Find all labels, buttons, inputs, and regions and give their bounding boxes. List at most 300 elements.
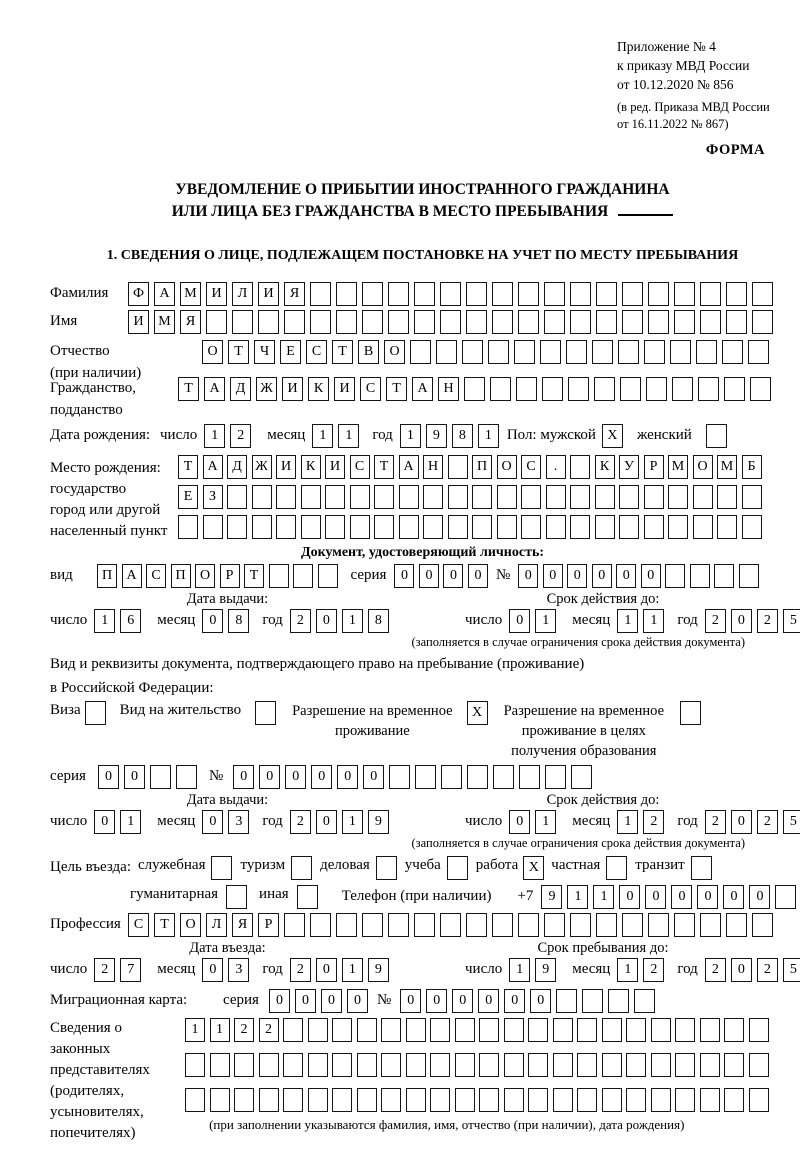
char-cell[interactable] bbox=[414, 913, 435, 937]
char-cell[interactable] bbox=[362, 310, 383, 334]
char-cell[interactable] bbox=[724, 1088, 744, 1112]
char-cell[interactable]: О bbox=[180, 913, 201, 937]
char-cell[interactable]: 8 bbox=[368, 609, 389, 633]
char-cell[interactable]: 0 bbox=[124, 765, 145, 789]
char-cell[interactable] bbox=[674, 913, 695, 937]
char-cell[interactable] bbox=[540, 340, 561, 364]
char-cell[interactable] bbox=[602, 1053, 622, 1077]
char-cell[interactable]: 1 bbox=[120, 810, 141, 834]
char-cell[interactable] bbox=[724, 1018, 744, 1042]
char-cell[interactable]: И bbox=[128, 310, 149, 334]
char-cell[interactable]: 0 bbox=[543, 564, 563, 588]
char-cell[interactable] bbox=[577, 1018, 597, 1042]
char-cell[interactable]: С bbox=[146, 564, 166, 588]
char-cell[interactable]: 0 bbox=[321, 989, 342, 1013]
char-cell[interactable]: Н bbox=[438, 377, 459, 401]
char-cell[interactable]: М bbox=[154, 310, 175, 334]
char-cell[interactable] bbox=[722, 340, 743, 364]
char-cell[interactable] bbox=[626, 1053, 646, 1077]
char-cell[interactable] bbox=[466, 913, 487, 937]
char-cell[interactable]: 0 bbox=[619, 885, 640, 909]
char-cell[interactable]: 0 bbox=[347, 989, 368, 1013]
char-cell[interactable] bbox=[415, 765, 436, 789]
char-cell[interactable] bbox=[464, 377, 485, 401]
char-cell[interactable] bbox=[521, 485, 541, 509]
char-cell[interactable]: 1 bbox=[94, 609, 115, 633]
char-cell[interactable] bbox=[570, 455, 590, 479]
char-cell[interactable] bbox=[492, 282, 513, 306]
char-cell[interactable] bbox=[542, 377, 563, 401]
char-cell[interactable]: 9 bbox=[368, 810, 389, 834]
char-cell[interactable]: 5 bbox=[783, 609, 800, 633]
char-cell[interactable] bbox=[492, 310, 513, 334]
char-cell[interactable]: С bbox=[128, 913, 149, 937]
char-cell[interactable]: 1 bbox=[509, 958, 530, 982]
char-cell[interactable]: 0 bbox=[731, 609, 752, 633]
char-cell[interactable]: П bbox=[472, 455, 492, 479]
char-cell[interactable]: 1 bbox=[478, 424, 499, 448]
char-cell[interactable]: 0 bbox=[468, 564, 488, 588]
char-cell[interactable] bbox=[570, 310, 591, 334]
char-cell[interactable] bbox=[350, 485, 370, 509]
char-cell[interactable] bbox=[726, 310, 747, 334]
char-cell[interactable] bbox=[582, 989, 603, 1013]
char-cell[interactable] bbox=[602, 1018, 622, 1042]
char-cell[interactable] bbox=[332, 1053, 352, 1077]
char-cell[interactable] bbox=[596, 913, 617, 937]
char-cell[interactable]: X bbox=[467, 701, 488, 725]
char-cell[interactable] bbox=[488, 340, 509, 364]
char-cell[interactable] bbox=[440, 282, 461, 306]
char-cell[interactable] bbox=[283, 1053, 303, 1077]
char-cell[interactable] bbox=[276, 515, 296, 539]
char-cell[interactable] bbox=[577, 1088, 597, 1112]
char-cell[interactable] bbox=[674, 282, 695, 306]
char-cell[interactable] bbox=[675, 1018, 695, 1042]
char-cell[interactable]: Р bbox=[258, 913, 279, 937]
char-cell[interactable]: 9 bbox=[535, 958, 556, 982]
char-cell[interactable]: А bbox=[154, 282, 175, 306]
char-cell[interactable] bbox=[362, 913, 383, 937]
char-cell[interactable] bbox=[493, 765, 514, 789]
char-cell[interactable] bbox=[504, 1088, 524, 1112]
char-cell[interactable] bbox=[185, 1053, 205, 1077]
char-cell[interactable]: И bbox=[282, 377, 303, 401]
char-cell[interactable]: Я bbox=[180, 310, 201, 334]
char-cell[interactable]: 0 bbox=[749, 885, 770, 909]
char-cell[interactable] bbox=[742, 515, 762, 539]
char-cell[interactable] bbox=[381, 1088, 401, 1112]
char-cell[interactable] bbox=[276, 485, 296, 509]
char-cell[interactable]: 1 bbox=[342, 609, 363, 633]
char-cell[interactable]: 0 bbox=[697, 885, 718, 909]
char-cell[interactable] bbox=[592, 340, 613, 364]
char-cell[interactable]: 0 bbox=[478, 989, 499, 1013]
char-cell[interactable] bbox=[742, 485, 762, 509]
char-cell[interactable]: Я bbox=[232, 913, 253, 937]
char-cell[interactable] bbox=[497, 515, 517, 539]
char-cell[interactable] bbox=[596, 310, 617, 334]
char-cell[interactable] bbox=[472, 515, 492, 539]
char-cell[interactable] bbox=[283, 1018, 303, 1042]
char-cell[interactable]: 0 bbox=[645, 885, 666, 909]
char-cell[interactable] bbox=[291, 856, 312, 880]
char-cell[interactable] bbox=[680, 701, 701, 725]
char-cell[interactable] bbox=[284, 913, 305, 937]
char-cell[interactable] bbox=[568, 377, 589, 401]
char-cell[interactable]: 0 bbox=[337, 765, 358, 789]
char-cell[interactable] bbox=[362, 282, 383, 306]
char-cell[interactable] bbox=[544, 282, 565, 306]
char-cell[interactable] bbox=[739, 564, 759, 588]
char-cell[interactable]: Р bbox=[220, 564, 240, 588]
char-cell[interactable]: 7 bbox=[120, 958, 141, 982]
char-cell[interactable] bbox=[259, 1053, 279, 1077]
char-cell[interactable]: 0 bbox=[443, 564, 463, 588]
char-cell[interactable]: В bbox=[358, 340, 379, 364]
char-cell[interactable] bbox=[479, 1018, 499, 1042]
char-cell[interactable]: . bbox=[546, 455, 566, 479]
char-cell[interactable]: 1 bbox=[204, 424, 225, 448]
char-cell[interactable] bbox=[724, 1053, 744, 1077]
char-cell[interactable]: 6 bbox=[120, 609, 141, 633]
char-cell[interactable]: 1 bbox=[400, 424, 421, 448]
char-cell[interactable] bbox=[479, 1088, 499, 1112]
char-cell[interactable] bbox=[749, 1088, 769, 1112]
char-cell[interactable] bbox=[258, 310, 279, 334]
char-cell[interactable] bbox=[700, 310, 721, 334]
char-cell[interactable]: 2 bbox=[643, 810, 664, 834]
char-cell[interactable]: 0 bbox=[530, 989, 551, 1013]
char-cell[interactable] bbox=[310, 282, 331, 306]
char-cell[interactable]: 2 bbox=[290, 810, 311, 834]
char-cell[interactable]: К bbox=[595, 455, 615, 479]
char-cell[interactable]: 0 bbox=[311, 765, 332, 789]
char-cell[interactable] bbox=[748, 340, 769, 364]
char-cell[interactable] bbox=[234, 1088, 254, 1112]
char-cell[interactable] bbox=[726, 913, 747, 937]
char-cell[interactable]: У bbox=[619, 455, 639, 479]
char-cell[interactable]: И bbox=[334, 377, 355, 401]
char-cell[interactable] bbox=[381, 1053, 401, 1077]
char-cell[interactable] bbox=[726, 282, 747, 306]
char-cell[interactable]: К bbox=[308, 377, 329, 401]
char-cell[interactable] bbox=[466, 310, 487, 334]
char-cell[interactable] bbox=[700, 1088, 720, 1112]
char-cell[interactable]: 0 bbox=[731, 810, 752, 834]
char-cell[interactable] bbox=[570, 913, 591, 937]
char-cell[interactable]: 0 bbox=[641, 564, 661, 588]
char-cell[interactable]: 0 bbox=[316, 810, 337, 834]
char-cell[interactable]: 2 bbox=[705, 958, 726, 982]
char-cell[interactable] bbox=[672, 377, 693, 401]
char-cell[interactable] bbox=[410, 340, 431, 364]
char-cell[interactable] bbox=[336, 310, 357, 334]
char-cell[interactable] bbox=[724, 377, 745, 401]
char-cell[interactable] bbox=[665, 564, 685, 588]
char-cell[interactable] bbox=[210, 1053, 230, 1077]
char-cell[interactable] bbox=[310, 913, 331, 937]
char-cell[interactable] bbox=[717, 515, 737, 539]
char-cell[interactable] bbox=[566, 340, 587, 364]
char-cell[interactable] bbox=[436, 340, 457, 364]
char-cell[interactable]: 0 bbox=[400, 989, 421, 1013]
char-cell[interactable] bbox=[626, 1018, 646, 1042]
char-cell[interactable] bbox=[608, 989, 629, 1013]
char-cell[interactable] bbox=[651, 1088, 671, 1112]
char-cell[interactable] bbox=[376, 856, 397, 880]
char-cell[interactable]: Т bbox=[332, 340, 353, 364]
char-cell[interactable]: 0 bbox=[567, 564, 587, 588]
char-cell[interactable]: Т bbox=[154, 913, 175, 937]
char-cell[interactable]: 2 bbox=[705, 609, 726, 633]
char-cell[interactable] bbox=[553, 1053, 573, 1077]
char-cell[interactable] bbox=[350, 515, 370, 539]
char-cell[interactable] bbox=[406, 1053, 426, 1077]
char-cell[interactable] bbox=[430, 1088, 450, 1112]
char-cell[interactable]: Я bbox=[284, 282, 305, 306]
char-cell[interactable]: 2 bbox=[230, 424, 251, 448]
char-cell[interactable]: 1 bbox=[312, 424, 333, 448]
char-cell[interactable] bbox=[700, 1018, 720, 1042]
char-cell[interactable] bbox=[297, 885, 318, 909]
char-cell[interactable]: 3 bbox=[228, 958, 249, 982]
char-cell[interactable] bbox=[440, 913, 461, 937]
char-cell[interactable] bbox=[318, 564, 338, 588]
char-cell[interactable] bbox=[388, 282, 409, 306]
char-cell[interactable] bbox=[528, 1053, 548, 1077]
char-cell[interactable]: 2 bbox=[757, 609, 778, 633]
char-cell[interactable] bbox=[399, 515, 419, 539]
char-cell[interactable] bbox=[670, 340, 691, 364]
char-cell[interactable] bbox=[203, 515, 223, 539]
char-cell[interactable] bbox=[472, 485, 492, 509]
char-cell[interactable] bbox=[206, 310, 227, 334]
char-cell[interactable]: X bbox=[523, 856, 544, 880]
char-cell[interactable]: 0 bbox=[731, 958, 752, 982]
char-cell[interactable] bbox=[622, 913, 643, 937]
char-cell[interactable] bbox=[528, 1088, 548, 1112]
char-cell[interactable] bbox=[284, 310, 305, 334]
char-cell[interactable] bbox=[301, 485, 321, 509]
char-cell[interactable] bbox=[269, 564, 289, 588]
char-cell[interactable]: С bbox=[360, 377, 381, 401]
char-cell[interactable]: 9 bbox=[426, 424, 447, 448]
char-cell[interactable] bbox=[752, 282, 773, 306]
char-cell[interactable] bbox=[750, 377, 771, 401]
char-cell[interactable] bbox=[570, 515, 590, 539]
char-cell[interactable] bbox=[176, 765, 197, 789]
char-cell[interactable]: О bbox=[195, 564, 215, 588]
char-cell[interactable] bbox=[693, 485, 713, 509]
char-cell[interactable]: 0 bbox=[723, 885, 744, 909]
char-cell[interactable] bbox=[497, 485, 517, 509]
char-cell[interactable] bbox=[546, 515, 566, 539]
char-cell[interactable]: 1 bbox=[643, 609, 664, 633]
char-cell[interactable]: Ж bbox=[252, 455, 272, 479]
char-cell[interactable] bbox=[255, 701, 276, 725]
char-cell[interactable]: 1 bbox=[535, 609, 556, 633]
char-cell[interactable] bbox=[528, 1018, 548, 1042]
char-cell[interactable] bbox=[504, 1053, 524, 1077]
char-cell[interactable]: 1 bbox=[210, 1018, 230, 1042]
char-cell[interactable]: Р bbox=[644, 455, 664, 479]
char-cell[interactable] bbox=[675, 1053, 695, 1077]
char-cell[interactable]: 9 bbox=[368, 958, 389, 982]
char-cell[interactable] bbox=[634, 989, 655, 1013]
char-cell[interactable]: 1 bbox=[593, 885, 614, 909]
char-cell[interactable] bbox=[336, 282, 357, 306]
char-cell[interactable] bbox=[696, 340, 717, 364]
char-cell[interactable] bbox=[521, 515, 541, 539]
char-cell[interactable] bbox=[700, 282, 721, 306]
char-cell[interactable] bbox=[479, 1053, 499, 1077]
char-cell[interactable] bbox=[388, 310, 409, 334]
char-cell[interactable] bbox=[648, 282, 669, 306]
char-cell[interactable] bbox=[406, 1088, 426, 1112]
char-cell[interactable] bbox=[516, 377, 537, 401]
char-cell[interactable]: М bbox=[717, 455, 737, 479]
char-cell[interactable] bbox=[441, 765, 462, 789]
char-cell[interactable]: 0 bbox=[394, 564, 414, 588]
char-cell[interactable]: 0 bbox=[426, 989, 447, 1013]
char-cell[interactable]: П bbox=[171, 564, 191, 588]
char-cell[interactable]: 1 bbox=[338, 424, 359, 448]
char-cell[interactable]: Ф bbox=[128, 282, 149, 306]
char-cell[interactable] bbox=[308, 1018, 328, 1042]
char-cell[interactable] bbox=[455, 1088, 475, 1112]
char-cell[interactable] bbox=[178, 515, 198, 539]
char-cell[interactable]: А bbox=[399, 455, 419, 479]
char-cell[interactable]: Т bbox=[244, 564, 264, 588]
char-cell[interactable] bbox=[674, 310, 695, 334]
char-cell[interactable] bbox=[430, 1018, 450, 1042]
char-cell[interactable]: Т bbox=[178, 377, 199, 401]
char-cell[interactable] bbox=[252, 485, 272, 509]
char-cell[interactable] bbox=[700, 913, 721, 937]
char-cell[interactable] bbox=[675, 1088, 695, 1112]
char-cell[interactable] bbox=[308, 1053, 328, 1077]
char-cell[interactable]: О bbox=[693, 455, 713, 479]
char-cell[interactable] bbox=[325, 515, 345, 539]
char-cell[interactable]: 1 bbox=[617, 958, 638, 982]
char-cell[interactable]: 0 bbox=[269, 989, 290, 1013]
char-cell[interactable]: Д bbox=[227, 455, 247, 479]
char-cell[interactable]: X bbox=[602, 424, 623, 448]
char-cell[interactable]: 9 bbox=[541, 885, 562, 909]
char-cell[interactable]: 0 bbox=[98, 765, 119, 789]
char-cell[interactable] bbox=[388, 913, 409, 937]
char-cell[interactable] bbox=[626, 1088, 646, 1112]
char-cell[interactable] bbox=[691, 856, 712, 880]
char-cell[interactable]: 8 bbox=[452, 424, 473, 448]
char-cell[interactable] bbox=[706, 424, 727, 448]
char-cell[interactable] bbox=[490, 377, 511, 401]
char-cell[interactable] bbox=[570, 485, 590, 509]
char-cell[interactable] bbox=[648, 913, 669, 937]
char-cell[interactable] bbox=[455, 1053, 475, 1077]
char-cell[interactable]: 0 bbox=[518, 564, 538, 588]
char-cell[interactable] bbox=[693, 515, 713, 539]
char-cell[interactable]: А bbox=[122, 564, 142, 588]
char-cell[interactable] bbox=[430, 1053, 450, 1077]
char-cell[interactable]: Т bbox=[228, 340, 249, 364]
char-cell[interactable] bbox=[259, 1088, 279, 1112]
char-cell[interactable] bbox=[714, 564, 734, 588]
char-cell[interactable]: О bbox=[202, 340, 223, 364]
char-cell[interactable]: И bbox=[258, 282, 279, 306]
char-cell[interactable] bbox=[414, 282, 435, 306]
char-cell[interactable] bbox=[374, 485, 394, 509]
char-cell[interactable] bbox=[544, 310, 565, 334]
char-cell[interactable]: 0 bbox=[509, 609, 530, 633]
char-cell[interactable] bbox=[602, 1088, 622, 1112]
char-cell[interactable] bbox=[644, 340, 665, 364]
char-cell[interactable] bbox=[406, 1018, 426, 1042]
char-cell[interactable]: 1 bbox=[617, 609, 638, 633]
char-cell[interactable] bbox=[150, 765, 171, 789]
char-cell[interactable]: И bbox=[325, 455, 345, 479]
char-cell[interactable] bbox=[448, 455, 468, 479]
char-cell[interactable] bbox=[717, 485, 737, 509]
char-cell[interactable]: Ж bbox=[256, 377, 277, 401]
char-cell[interactable] bbox=[622, 282, 643, 306]
char-cell[interactable] bbox=[622, 310, 643, 334]
char-cell[interactable] bbox=[283, 1088, 303, 1112]
char-cell[interactable] bbox=[357, 1053, 377, 1077]
char-cell[interactable] bbox=[336, 913, 357, 937]
char-cell[interactable]: И bbox=[276, 455, 296, 479]
char-cell[interactable]: А bbox=[412, 377, 433, 401]
char-cell[interactable]: 0 bbox=[202, 810, 223, 834]
char-cell[interactable]: 2 bbox=[705, 810, 726, 834]
char-cell[interactable]: 0 bbox=[295, 989, 316, 1013]
char-cell[interactable]: Е bbox=[280, 340, 301, 364]
char-cell[interactable]: 0 bbox=[202, 958, 223, 982]
char-cell[interactable] bbox=[545, 765, 566, 789]
char-cell[interactable] bbox=[775, 885, 796, 909]
char-cell[interactable] bbox=[227, 515, 247, 539]
char-cell[interactable] bbox=[700, 1053, 720, 1077]
char-cell[interactable] bbox=[595, 485, 615, 509]
char-cell[interactable] bbox=[492, 913, 513, 937]
char-cell[interactable] bbox=[651, 1018, 671, 1042]
char-cell[interactable]: 0 bbox=[316, 958, 337, 982]
char-cell[interactable]: С bbox=[350, 455, 370, 479]
char-cell[interactable]: 0 bbox=[419, 564, 439, 588]
char-cell[interactable] bbox=[596, 282, 617, 306]
char-cell[interactable]: 1 bbox=[567, 885, 588, 909]
char-cell[interactable] bbox=[546, 485, 566, 509]
char-cell[interactable]: К bbox=[301, 455, 321, 479]
char-cell[interactable]: 8 bbox=[228, 609, 249, 633]
char-cell[interactable]: Т bbox=[386, 377, 407, 401]
char-cell[interactable]: Л bbox=[206, 913, 227, 937]
char-cell[interactable]: Т bbox=[178, 455, 198, 479]
char-cell[interactable] bbox=[462, 340, 483, 364]
char-cell[interactable] bbox=[325, 485, 345, 509]
char-cell[interactable] bbox=[619, 515, 639, 539]
char-cell[interactable] bbox=[466, 282, 487, 306]
char-cell[interactable]: 0 bbox=[285, 765, 306, 789]
char-cell[interactable]: Л bbox=[232, 282, 253, 306]
char-cell[interactable] bbox=[518, 913, 539, 937]
char-cell[interactable] bbox=[570, 282, 591, 306]
char-cell[interactable]: 1 bbox=[617, 810, 638, 834]
char-cell[interactable] bbox=[519, 765, 540, 789]
char-cell[interactable] bbox=[518, 310, 539, 334]
char-cell[interactable]: 5 bbox=[783, 810, 800, 834]
